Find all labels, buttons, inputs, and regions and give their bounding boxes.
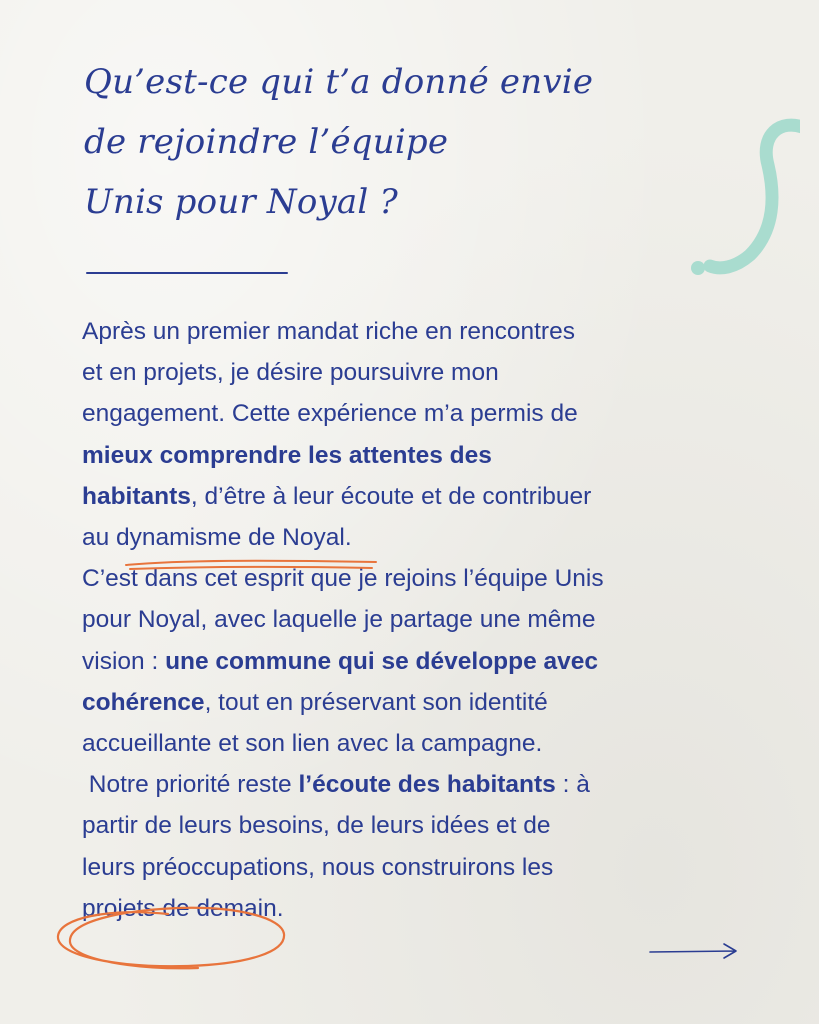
- body-line: Après un premier mandat riche en rencontres: [82, 318, 575, 345]
- body-line: accueillante et son lien avec la campagne.: [82, 730, 543, 758]
- body-fragment: vision :: [82, 647, 166, 675]
- bold-phrase: cohérence: [82, 688, 205, 716]
- body-line: pour Noyal, avec laquelle je partage une même: [82, 606, 596, 634]
- orange-circle-scribble: [48, 900, 298, 980]
- title-underline: [86, 272, 288, 274]
- orange-underline-scribble: [122, 556, 382, 578]
- body-line: engagement. Cette expérience m’a permis de: [82, 400, 578, 428]
- body-line: au dynamisme de Noyal.: [82, 524, 352, 552]
- body-line: C’est dans cet esprit que je rejoins l’équipe Unis: [82, 565, 604, 593]
- body-fragment: Notre priorité reste: [82, 771, 299, 799]
- bold-phrase: l’écoute des habitants: [298, 771, 556, 799]
- body-line: partir de leurs besoins, de leurs idées et de: [82, 812, 551, 840]
- squiggle-decoration: [680, 110, 800, 280]
- body-line: [82, 641, 742, 682]
- body-line: [82, 476, 742, 517]
- body-fragment: , d’être à leur écoute et de contribuer: [190, 482, 592, 510]
- body-fragment: : à: [555, 771, 590, 799]
- title-line-3: Unis pour Noyal ?: [84, 182, 398, 222]
- body-line: et en projets, je désire poursuivre mon: [82, 359, 499, 387]
- body-text: [82, 311, 742, 929]
- bold-phrase: mieux comprendre les attentes des: [82, 441, 492, 469]
- body-fragment: , tout en préservant son identité: [204, 688, 548, 716]
- body-line: projets de demain.: [82, 894, 284, 922]
- arrow-right-icon[interactable]: [648, 940, 740, 962]
- body-line: [82, 435, 742, 476]
- title-line-1: Qu’est-ce qui t’a donné envie: [84, 62, 594, 102]
- body-line: leurs préoccupations, nous construirons les: [82, 853, 554, 881]
- bold-phrase: une commune qui se développe avec: [165, 647, 599, 675]
- body-line: [82, 682, 742, 723]
- body-line: [82, 764, 742, 805]
- title-line-2: de rejoindre l’équipe: [84, 122, 449, 162]
- bold-phrase: habitants: [82, 482, 191, 510]
- page-title: [84, 52, 644, 232]
